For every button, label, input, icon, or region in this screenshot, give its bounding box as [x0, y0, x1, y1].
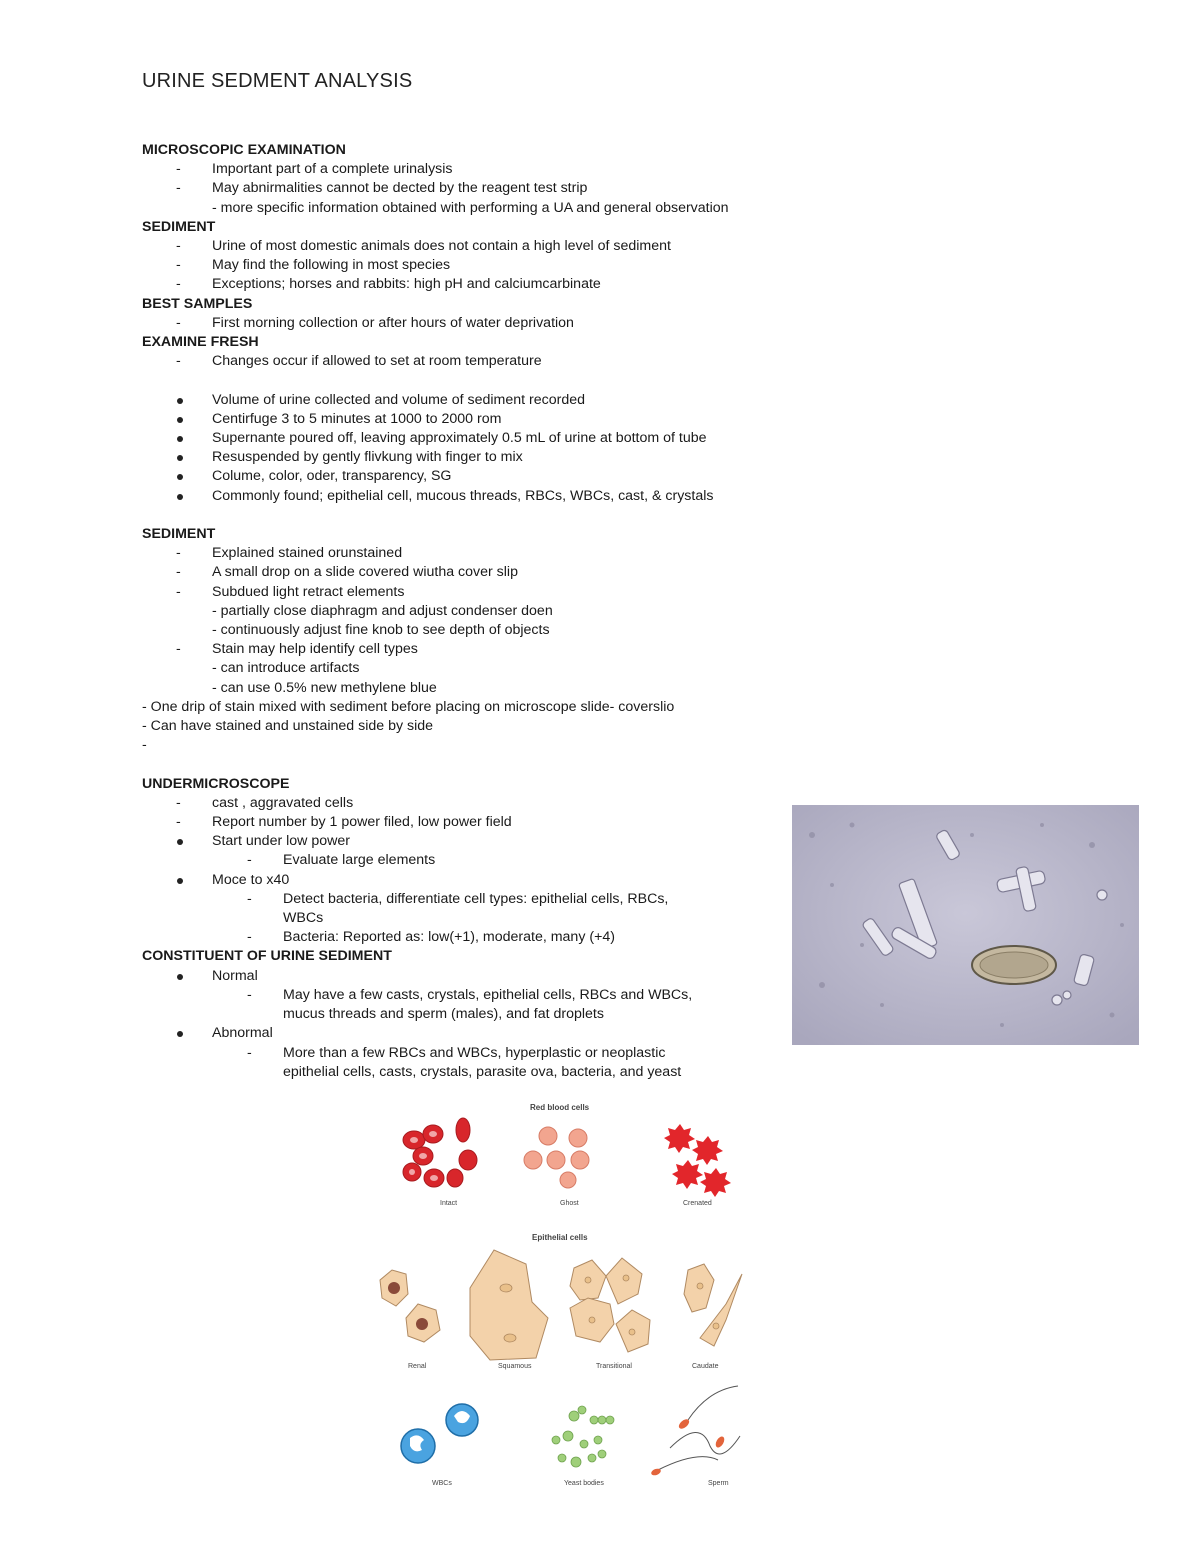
- epithelial-illustration: [380, 1250, 742, 1360]
- epithelial-renal-caption: Renal: [408, 1363, 427, 1370]
- dash-list-item: - A small drop on a slide covered wiutha cover slip: [142, 563, 882, 582]
- dash-list-item: - Explained stained orunstained: [142, 544, 882, 563]
- dash-list-item: - May abnirmalities cannot be dected by the reagent test strip: [142, 179, 882, 198]
- nested-dash-item: - More than a few RBCs and WBCs, hyperplastic or neoplastic: [142, 1044, 882, 1063]
- section-heading: SEDIMENT: [142, 526, 216, 543]
- bullet-list-item: Centirfuge 3 to 5 minutes at 1000 to 2000 rom: [142, 410, 882, 429]
- sperm-caption: Sperm: [708, 1480, 729, 1487]
- bullet-list-item: Colume, color, oder, transparency, SG: [142, 467, 882, 486]
- nested-dash-item: - Evaluate large elements: [142, 851, 882, 870]
- yeast-illustration: [552, 1406, 614, 1467]
- page-title: URINE SEDMENT ANALYSIS: [142, 70, 413, 92]
- bullet-list-item: Normal: [142, 967, 882, 986]
- bullet-list-item: Commonly found; epithelial cell, mucous threads, RBCs, WBCs, cast, & crystals: [142, 487, 882, 506]
- sub-note: - can introduce artifacts: [212, 660, 360, 677]
- rbc-title: Red blood cells: [530, 1103, 590, 1112]
- blank-line: [142, 506, 882, 525]
- sub-note: - can use 0.5% new methylene blue: [212, 679, 437, 696]
- dash-list-item: - Subdued light retract elements: [142, 583, 882, 602]
- nested-item-continuation: epithelial cells, casts, crystals, parasite ova, bacteria, and yeast: [283, 1063, 682, 1080]
- rbc-crenated-caption: Crenated: [683, 1200, 712, 1207]
- nested-dash-item: - May have a few casts, crystals, epithelial cells, RBCs and WBCs,: [142, 986, 882, 1005]
- bullet-list-item: Moce to x40: [142, 871, 882, 890]
- document-body: [142, 141, 882, 1082]
- note-line: - Can have stained and unstained side by side: [142, 718, 434, 735]
- bullet-list-item: Resuspended by gently flivkung with finger to mix: [142, 448, 882, 467]
- section-heading: EXAMINE FRESH: [142, 334, 259, 351]
- dash-list-item: - Stain may help identify cell types: [142, 640, 882, 659]
- dash-list-item: - May find the following in most species: [142, 256, 882, 275]
- nested-dash-item: - Detect bacteria, differentiate cell types: epithelial cells, RBCs,: [142, 890, 882, 909]
- sub-note: - continuously adjust fine knob to see depth of objects: [212, 622, 550, 639]
- sperm-illustration: [650, 1386, 740, 1477]
- sub-note: - more specific information obtained with performing a UA and general observation: [212, 199, 729, 216]
- blank-line: [142, 371, 882, 390]
- blank-line: [142, 755, 882, 774]
- wbc-illustration: [401, 1404, 478, 1463]
- dash-list-item: - First morning collection or after hours of water deprivation: [142, 314, 882, 333]
- yeast-caption: Yeast bodies: [564, 1480, 604, 1487]
- dash-list-item: - Report number by 1 power filed, low power field: [142, 813, 882, 832]
- nested-item-continuation: WBCs: [283, 910, 324, 927]
- epithelial-title: Epithelial cells: [532, 1233, 588, 1242]
- section-heading: SEDIMENT: [142, 218, 216, 235]
- epithelial-squamous-caption: Squamous: [498, 1363, 532, 1370]
- dash-list-item: - Urine of most domestic animals does not contain a high level of sediment: [142, 237, 882, 256]
- dash-list-item: - Important part of a complete urinalysis: [142, 160, 882, 179]
- rbc-intact-illustration: [403, 1118, 477, 1187]
- dash-list-item: - cast , aggravated cells: [142, 794, 882, 813]
- bullet-list-item: Start under low power: [142, 832, 882, 851]
- epithelial-transitional-caption: Transitional: [596, 1363, 632, 1370]
- rbc-intact-caption: Intact: [440, 1200, 458, 1207]
- bullet-list-item: Abnormal: [142, 1024, 882, 1043]
- epithelial-caudate-caption: Caudate: [692, 1363, 719, 1370]
- rbc-crenated-illustration: [664, 1124, 731, 1197]
- section-heading: UNDERMICROSCOPE: [142, 775, 290, 792]
- section-heading: MICROSCOPIC EXAMINATION: [142, 142, 346, 158]
- wbc-caption: WBCs: [432, 1480, 452, 1487]
- dash-list-item: - Changes occur if allowed to set at room temperature: [142, 352, 882, 371]
- section-heading: BEST SAMPLES: [142, 295, 253, 312]
- rbc-ghost-illustration: [524, 1127, 589, 1188]
- note-line: - One drip of stain mixed with sediment before placing on microscope slide- coverslio: [142, 698, 675, 715]
- rbc-ghost-caption: Ghost: [560, 1200, 579, 1207]
- note-line: -: [142, 737, 147, 754]
- cell-types-figure: [370, 1098, 750, 1498]
- bullet-list-item: Volume of urine collected and volume of sediment recorded: [142, 391, 882, 410]
- bullet-list-item: Supernante poured off, leaving approximately 0.5 mL of urine at bottom of tube: [142, 429, 882, 448]
- section-heading: CONSTITUENT OF URINE SEDIMENT: [142, 948, 392, 965]
- nested-dash-item: - Bacteria: Reported as: low(+1), moderate, many (+4): [142, 928, 882, 947]
- dash-list-item: - Exceptions; horses and rabbits: high pH and calciumcarbinate: [142, 275, 882, 294]
- sub-note: - partially close diaphragm and adjust condenser doen: [212, 602, 553, 619]
- urine-sediment-micrograph: [792, 805, 1139, 1045]
- nested-item-continuation: mucus threads and sperm (males), and fat droplets: [283, 1006, 604, 1023]
